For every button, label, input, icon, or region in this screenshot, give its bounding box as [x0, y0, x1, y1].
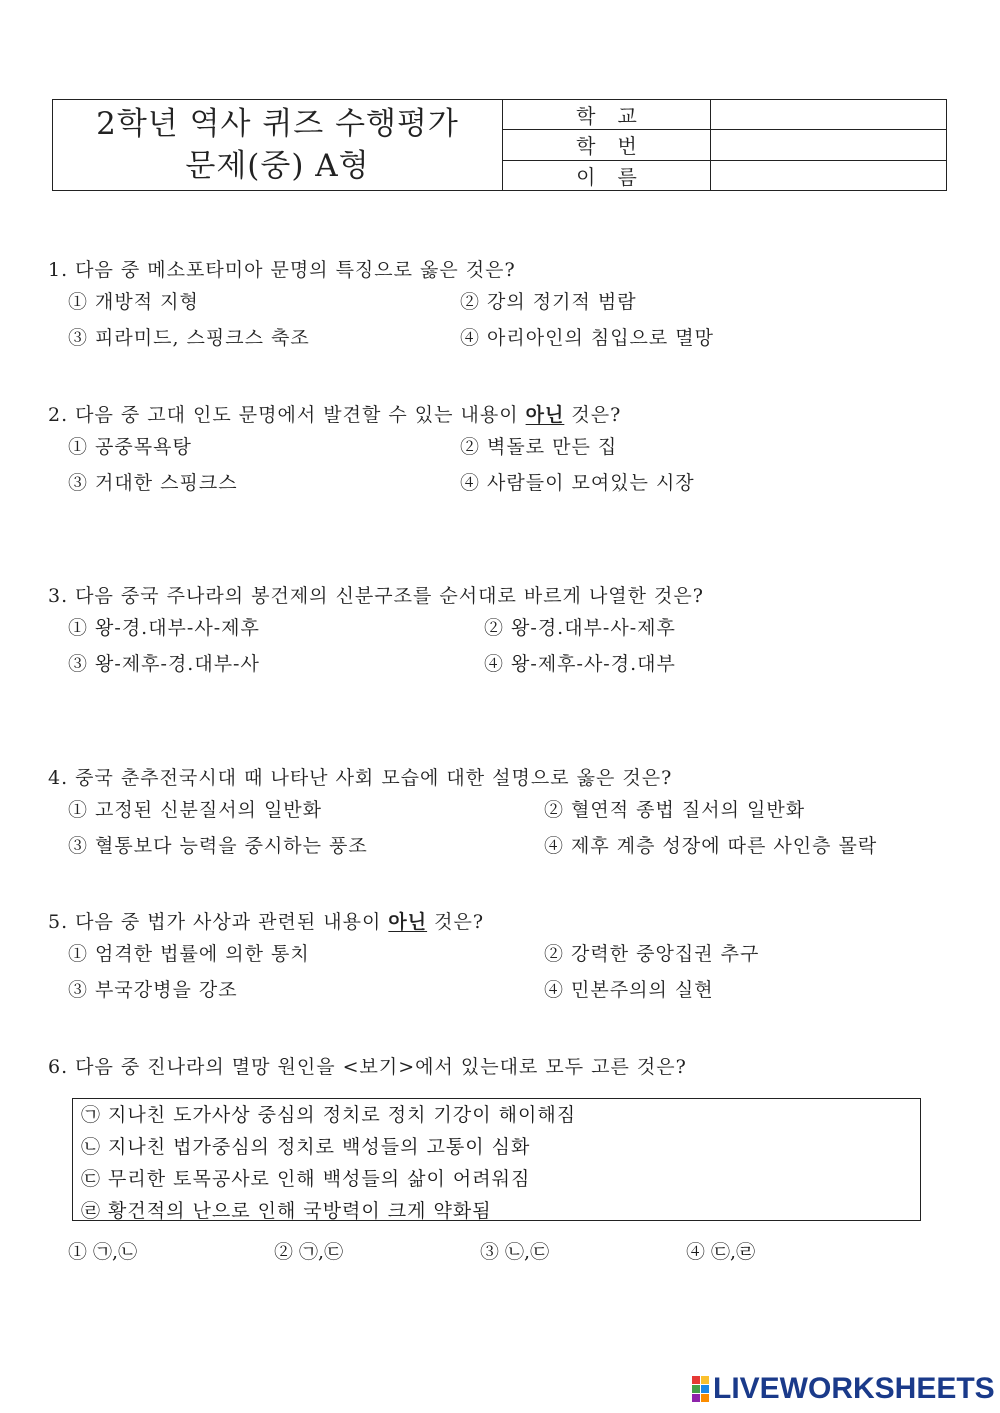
student-number-row: [503, 130, 946, 160]
school-input[interactable]: [711, 100, 950, 131]
bogi-box: [72, 1098, 921, 1221]
option-4[interactable]: ④ 아리아인의 침입으로 멸망: [460, 327, 715, 349]
student-number-input[interactable]: [711, 130, 950, 161]
emphasis-text: 아닌: [388, 911, 428, 933]
bogi-item-1: ㉠ 지나친 도가사상 중심의 정치로 정치 기강이 해이해짐: [81, 1104, 577, 1126]
question-2: [48, 401, 695, 501]
title-cell: [53, 100, 503, 190]
option-1[interactable]: ① 엄격한 법률에 의한 통치: [68, 943, 310, 965]
question-text: 6. 다음 중 진나라의 멸망 원인을 <보기>에서 있는대로 모두 고른 것은?: [48, 1056, 687, 1078]
option-row: [68, 320, 715, 356]
student-info-fields: [503, 100, 946, 190]
liveworksheets-logo: [692, 1372, 995, 1406]
option-3[interactable]: ③ 부국강병을 강조: [68, 979, 238, 1001]
option-row: [68, 610, 704, 646]
question-6: [48, 1053, 687, 1081]
option-1[interactable]: ① 고정된 신분질서의 일반화: [68, 799, 323, 821]
option-2[interactable]: ② 혈연적 종법 질서의 일반화: [544, 799, 806, 821]
question-text-part: 2. 다음 중 고대 인도 문명에서 발견할 수 있는 내용이: [48, 404, 526, 426]
option-2[interactable]: ② 왕-경.대부-사-제후: [484, 617, 676, 639]
option-row: [68, 972, 714, 1008]
question-text: [48, 401, 621, 429]
option-row: [68, 284, 637, 320]
option-1[interactable]: ① 개방적 지형: [68, 291, 199, 313]
question-4: [48, 764, 878, 864]
student-number-label: 학번: [503, 130, 711, 159]
option-1[interactable]: ① 왕-경.대부-사-제후: [68, 617, 260, 639]
option-2[interactable]: ② 벽돌로 만든 집: [460, 436, 618, 458]
option-3[interactable]: ③ 혈통보다 능력을 중시하는 풍조: [68, 835, 368, 857]
option-4[interactable]: ④ 민본주의의 실현: [544, 979, 714, 1001]
name-input[interactable]: [711, 161, 950, 192]
header-table: [52, 99, 947, 191]
emphasis-text: 아닌: [525, 404, 565, 426]
option-2[interactable]: ② 강의 정기적 범람: [460, 291, 637, 313]
question-text: [48, 908, 484, 936]
bogi-item-4: ㉣ 황건적의 난으로 인해 국방력이 크게 약화됨: [81, 1200, 492, 1222]
name-row: [503, 161, 946, 190]
name-label: 이름: [503, 161, 711, 190]
bogi-item-2: ㉡ 지나친 법가중심의 정치로 백성들의 고통이 심화: [81, 1136, 531, 1158]
option-4[interactable]: ④ 사람들이 모여있는 시장: [460, 472, 695, 494]
bogi-item-3: ㉢ 무리한 토목공사로 인해 백성들의 삶이 어려워짐: [81, 1168, 531, 1190]
option-3[interactable]: ③ 왕-제후-경.대부-사: [68, 653, 260, 675]
option-3[interactable]: ③ 거대한 스핑크스: [68, 472, 238, 494]
option-4[interactable]: ④ 왕-제후-사-경.대부: [484, 653, 676, 675]
page-title: 2학년 역사 퀴즈 수행평가: [96, 106, 459, 142]
question-text: 1. 다음 중 메소포타미아 문명의 특징으로 옳은 것은?: [48, 259, 516, 281]
option-1[interactable]: ① ㉠,㉡: [68, 1241, 138, 1263]
question-text: 4. 중국 춘추전국시대 때 나타난 사회 모습에 대한 설명으로 옳은 것은?: [48, 767, 673, 789]
question-text-part: 것은?: [427, 911, 485, 933]
question-text-part: 5. 다음 중 법가 사상과 관련된 내용이: [48, 911, 389, 933]
option-row: [68, 792, 806, 828]
student-number-field[interactable]: [711, 130, 946, 159]
question-text: 3. 다음 중국 주나라의 봉건제의 신분구조를 순서대로 바르게 나열한 것은?: [48, 585, 704, 607]
question-6-options: [68, 1236, 968, 1268]
question-text-part: 것은?: [564, 404, 622, 426]
page-subtitle: 문제(중) A형: [185, 148, 370, 184]
school-label: 학교: [503, 100, 711, 129]
option-2[interactable]: ② 강력한 중앙집권 추구: [544, 943, 760, 965]
option-row: [68, 646, 704, 682]
option-row: [68, 936, 760, 972]
question-1: [48, 256, 715, 356]
option-1[interactable]: ① 공중목욕탕: [68, 436, 192, 458]
option-2[interactable]: ② ㉠,㉢: [274, 1241, 344, 1263]
school-field[interactable]: [711, 100, 946, 129]
option-3[interactable]: ③ ㉡,㉢: [480, 1241, 550, 1263]
option-3[interactable]: ③ 피라미드, 스핑크스 축조: [68, 327, 310, 349]
option-4[interactable]: ④ 제후 계층 성장에 따른 사인층 몰락: [544, 835, 878, 857]
option-row: [68, 828, 878, 864]
name-field[interactable]: [711, 161, 946, 190]
question-5: [48, 908, 760, 1008]
logo-text: LIVEWORKSHEETS: [713, 1372, 995, 1405]
logo-icon: [692, 1376, 709, 1402]
option-row: [68, 429, 621, 465]
school-row: [503, 100, 946, 130]
option-row: [68, 465, 695, 501]
question-3: [48, 582, 704, 682]
option-4[interactable]: ④ ㉢,㉣: [686, 1241, 756, 1263]
